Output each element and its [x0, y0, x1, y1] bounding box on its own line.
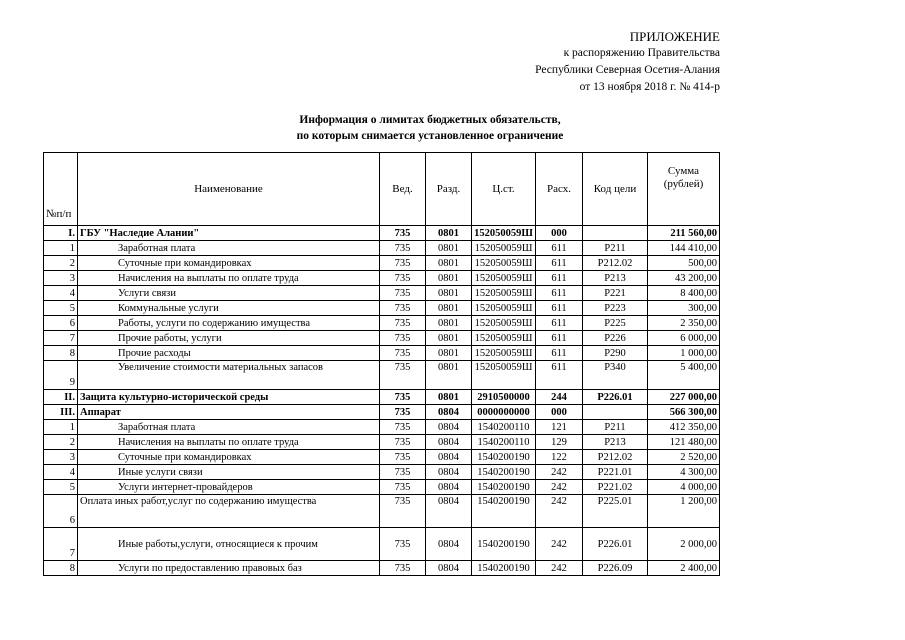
cell-kod: Р290: [583, 346, 648, 361]
cell-sum: 4 000,00: [648, 480, 720, 495]
table-row: [44, 495, 720, 528]
cell-name: Начисления на выплаты по оплате труда: [78, 435, 380, 450]
cell-num: 9: [44, 361, 78, 390]
table-header-row: [44, 153, 720, 226]
cell-sum: 144 410,00: [648, 241, 720, 256]
cell-ved: 735: [380, 390, 426, 405]
cell-rash: 244: [536, 390, 583, 405]
cell-kod: Р226.01: [583, 390, 648, 405]
cell-sum: 43 200,00: [648, 271, 720, 286]
cell-sum: 300,00: [648, 301, 720, 316]
cell-kod: Р221.01: [583, 465, 648, 480]
col-header-name: Наименование: [78, 153, 380, 226]
cell-razd: 0801: [426, 256, 472, 271]
cell-rash: 242: [536, 465, 583, 480]
cell-num: 4: [44, 465, 78, 480]
cell-name: Услуги связи: [78, 286, 380, 301]
cell-name: Заработная плата: [78, 241, 380, 256]
cell-rash: 000: [536, 405, 583, 420]
table-row: [44, 480, 720, 495]
cell-ved: 735: [380, 361, 426, 390]
budget-limits-table: [43, 152, 720, 576]
cell-rash: 611: [536, 286, 583, 301]
cell-kod: Р226: [583, 331, 648, 346]
cell-ved: 735: [380, 561, 426, 576]
cell-razd: 0801: [426, 226, 472, 241]
cell-rash: 611: [536, 271, 583, 286]
cell-name: Работы, услуги по содержанию имущества: [78, 316, 380, 331]
table-row: [44, 286, 720, 301]
cell-rash: 611: [536, 346, 583, 361]
cell-cst: 152050059Ш: [472, 346, 536, 361]
cell-sum: 1 000,00: [648, 346, 720, 361]
cell-sum: 211 560,00: [648, 226, 720, 241]
table-row: [44, 256, 720, 271]
cell-num: 8: [44, 561, 78, 576]
cell-sum: 2 000,00: [648, 528, 720, 561]
cell-sum: 8 400,00: [648, 286, 720, 301]
cell-razd: 0801: [426, 316, 472, 331]
cell-num: 5: [44, 301, 78, 316]
cell-sum: 566 300,00: [648, 405, 720, 420]
cell-razd: 0804: [426, 465, 472, 480]
section-row: [44, 405, 720, 420]
cell-sum: 5 400,00: [648, 361, 720, 390]
title-line: по которым снимается установленное ограничение: [296, 130, 564, 142]
cell-kod: Р226.09: [583, 561, 648, 576]
cell-num: I.: [44, 226, 78, 241]
cell-ved: 735: [380, 420, 426, 435]
table-row: [44, 271, 720, 286]
cell-razd: 0804: [426, 561, 472, 576]
cell-ved: 735: [380, 528, 426, 561]
cell-num: III.: [44, 405, 78, 420]
header-date: от 13 ноября 2018 г. № 414-р: [579, 81, 720, 93]
cell-kod: Р225.01: [583, 495, 648, 528]
cell-cst: 152050059Ш: [472, 271, 536, 286]
cell-ved: 735: [380, 271, 426, 286]
cell-ved: 735: [380, 226, 426, 241]
cell-name: Иные услуги связи: [78, 465, 380, 480]
cell-ved: 735: [380, 286, 426, 301]
cell-razd: 0801: [426, 301, 472, 316]
cell-sum: 1 200,00: [648, 495, 720, 528]
cell-kod: Р221.02: [583, 480, 648, 495]
cell-razd: 0801: [426, 241, 472, 256]
cell-ved: 735: [380, 256, 426, 271]
cell-cst: 152050059Ш: [472, 256, 536, 271]
cell-kod: Р221: [583, 286, 648, 301]
cell-cst: 1540200190: [472, 465, 536, 480]
cell-rash: 242: [536, 480, 583, 495]
table-row: [44, 316, 720, 331]
table-row: [44, 465, 720, 480]
cell-cst: 152050059Ш: [472, 316, 536, 331]
cell-razd: 0804: [426, 435, 472, 450]
cell-ved: 735: [380, 480, 426, 495]
title-line: Информация о лимитах бюджетных обязательств,: [299, 114, 561, 126]
cell-name: Услуги интернет-провайдеров: [78, 480, 380, 495]
cell-cst: 1540200190: [472, 528, 536, 561]
cell-name: Аппарат: [78, 405, 380, 420]
col-header-num: №п/п: [44, 153, 78, 226]
cell-name: Оплата иных работ,услуг по содержанию имущества: [78, 495, 380, 528]
cell-rash: 242: [536, 528, 583, 561]
document-header: [535, 28, 720, 96]
table-row: [44, 361, 720, 390]
cell-num: 3: [44, 450, 78, 465]
cell-rash: 122: [536, 450, 583, 465]
cell-razd: 0804: [426, 528, 472, 561]
cell-kod: Р211: [583, 241, 648, 256]
cell-num: 7: [44, 528, 78, 561]
cell-num: 2: [44, 256, 78, 271]
cell-kod: Р212.02: [583, 450, 648, 465]
cell-razd: 0804: [426, 420, 472, 435]
cell-rash: 000: [536, 226, 583, 241]
table-row: [44, 346, 720, 361]
cell-kod: Р212.02: [583, 256, 648, 271]
cell-kod: Р213: [583, 435, 648, 450]
cell-num: 6: [44, 316, 78, 331]
cell-cst: 1540200190: [472, 561, 536, 576]
cell-rash: 129: [536, 435, 583, 450]
cell-num: 4: [44, 286, 78, 301]
cell-ved: 735: [380, 316, 426, 331]
cell-ved: 735: [380, 495, 426, 528]
cell-razd: 0804: [426, 495, 472, 528]
cell-cst: 152050059Ш: [472, 331, 536, 346]
cell-cst: 152050059Ш: [472, 301, 536, 316]
cell-kod: Р213: [583, 271, 648, 286]
cell-cst: 152050059Ш: [472, 361, 536, 390]
cell-name: Прочие работы, услуги: [78, 331, 380, 346]
cell-kod: [583, 405, 648, 420]
cell-rash: 611: [536, 241, 583, 256]
table-row: [44, 561, 720, 576]
cell-sum: 6 000,00: [648, 331, 720, 346]
cell-rash: 242: [536, 495, 583, 528]
cell-num: 7: [44, 331, 78, 346]
cell-name: Коммунальные услуги: [78, 301, 380, 316]
cell-cst: 152050059Ш: [472, 241, 536, 256]
cell-ved: 735: [380, 465, 426, 480]
table-row: [44, 528, 720, 561]
cell-rash: 611: [536, 331, 583, 346]
cell-sum: 227 000,00: [648, 390, 720, 405]
cell-cst: 152050059Ш: [472, 286, 536, 301]
appendix-label: ПРИЛОЖЕНИЕ: [629, 29, 720, 44]
cell-num: II.: [44, 390, 78, 405]
section-row: [44, 390, 720, 405]
header-line: Республики Северная Осетия-Алания: [535, 64, 720, 76]
cell-cst: 1540200190: [472, 495, 536, 528]
table-row: [44, 450, 720, 465]
table-row: [44, 420, 720, 435]
cell-rash: 242: [536, 561, 583, 576]
cell-kod: [583, 226, 648, 241]
cell-name: Иные работы,услуги, относящиеся к прочим: [78, 528, 380, 561]
cell-cst: 0000000000: [472, 405, 536, 420]
cell-ved: 735: [380, 405, 426, 420]
cell-num: 1: [44, 420, 78, 435]
cell-cst: 1540200190: [472, 450, 536, 465]
cell-rash: 611: [536, 256, 583, 271]
document-title: [180, 112, 680, 144]
cell-ved: 735: [380, 301, 426, 316]
cell-num: 8: [44, 346, 78, 361]
cell-razd: 0801: [426, 346, 472, 361]
cell-rash: 611: [536, 301, 583, 316]
cell-name: Увеличение стоимости материальных запасов: [78, 361, 380, 390]
cell-rash: 121: [536, 420, 583, 435]
cell-razd: 0804: [426, 450, 472, 465]
cell-name: Суточные при командировках: [78, 256, 380, 271]
cell-num: 3: [44, 271, 78, 286]
cell-kod: Р223: [583, 301, 648, 316]
col-header-kod: Код цели: [583, 153, 648, 226]
cell-cst: 1540200110: [472, 435, 536, 450]
cell-num: 6: [44, 495, 78, 528]
col-header-ved: Вед.: [380, 153, 426, 226]
col-header-cst: Ц.ст.: [472, 153, 536, 226]
cell-razd: 0801: [426, 390, 472, 405]
table-row: [44, 331, 720, 346]
cell-razd: 0801: [426, 331, 472, 346]
cell-rash: 611: [536, 316, 583, 331]
cell-num: 5: [44, 480, 78, 495]
cell-rash: 611: [536, 361, 583, 390]
section-row: [44, 226, 720, 241]
table-row: [44, 301, 720, 316]
col-header-rash: Расх.: [536, 153, 583, 226]
cell-num: 2: [44, 435, 78, 450]
cell-ved: 735: [380, 241, 426, 256]
cell-razd: 0804: [426, 405, 472, 420]
col-header-sum: Сумма (рублей): [648, 153, 720, 226]
cell-kod: Р340: [583, 361, 648, 390]
cell-name: ГБУ "Наследие Алании": [78, 226, 380, 241]
table-row: [44, 241, 720, 256]
cell-num: 1: [44, 241, 78, 256]
table-row: [44, 435, 720, 450]
cell-razd: 0801: [426, 271, 472, 286]
col-header-razd: Разд.: [426, 153, 472, 226]
cell-name: Начисления на выплаты по оплате труда: [78, 271, 380, 286]
cell-sum: 4 300,00: [648, 465, 720, 480]
cell-cst: 2910500000: [472, 390, 536, 405]
cell-sum: 2 520,00: [648, 450, 720, 465]
cell-cst: 1540200110: [472, 420, 536, 435]
cell-sum: 2 350,00: [648, 316, 720, 331]
cell-name: Заработная плата: [78, 420, 380, 435]
cell-kod: Р225: [583, 316, 648, 331]
cell-ved: 735: [380, 331, 426, 346]
cell-ved: 735: [380, 435, 426, 450]
cell-ved: 735: [380, 450, 426, 465]
cell-razd: 0801: [426, 361, 472, 390]
cell-ved: 735: [380, 346, 426, 361]
cell-sum: 121 480,00: [648, 435, 720, 450]
cell-kod: Р226.01: [583, 528, 648, 561]
cell-kod: Р211: [583, 420, 648, 435]
cell-razd: 0801: [426, 286, 472, 301]
cell-name: Суточные при командировках: [78, 450, 380, 465]
cell-name: Прочие расходы: [78, 346, 380, 361]
header-line: к распоряжению Правительства: [563, 47, 720, 59]
cell-name: Защита культурно-исторической среды: [78, 390, 380, 405]
cell-sum: 500,00: [648, 256, 720, 271]
cell-razd: 0804: [426, 480, 472, 495]
cell-cst: 152050059Ш: [472, 226, 536, 241]
cell-sum: 412 350,00: [648, 420, 720, 435]
cell-sum: 2 400,00: [648, 561, 720, 576]
cell-name: Услуги по предоставлению правовых баз: [78, 561, 380, 576]
cell-cst: 1540200190: [472, 480, 536, 495]
